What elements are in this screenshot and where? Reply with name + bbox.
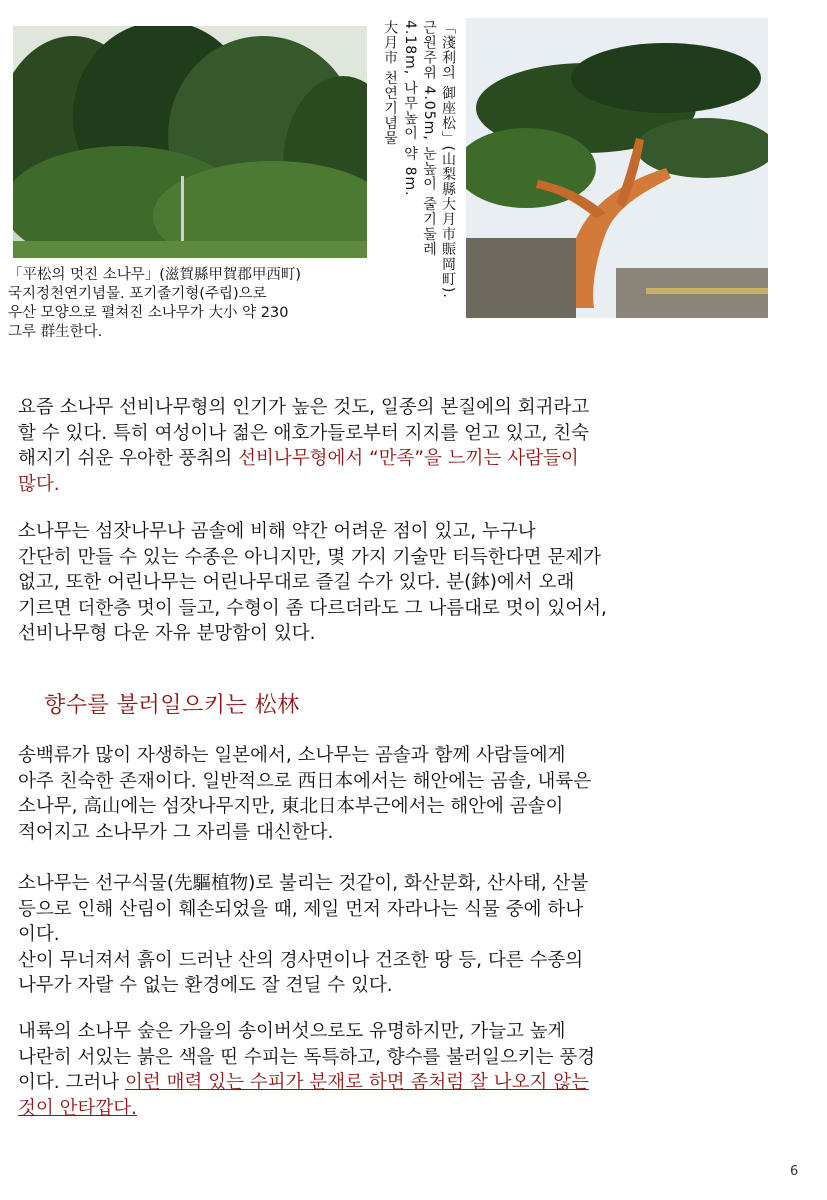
highlight-text: 이런 매력 있는 수피가 분재로 하면 좀처럼 잘 나오지 않는 — [125, 1072, 589, 1093]
paragraph-line — [18, 446, 808, 472]
plain-text: 해지기 쉬운 우아한 풍취의 — [18, 448, 239, 469]
paragraph-line: 기르면 더한층 멋이 들고, 수형이 좀 다르더라도 그 나름대로 멋이 있어서, — [18, 597, 607, 619]
paragraph-line: 아주 친숙한 존재이다. 일반적으로 西日本에서는 해안에는 곰솔, 내륙은 — [18, 770, 592, 792]
paragraph-line: 소나무는 선구식물(先驅植物)로 불리는 것같이, 화산분화, 산사태, 산불 — [18, 873, 589, 894]
paragraph-pioneer-plant — [18, 871, 808, 999]
paragraph-line: 나란히 서있는 붉은 색을 띤 수피는 독특하고, 향수를 불러일으키는 풍경 — [18, 1046, 596, 1068]
old-pine-photo — [466, 18, 768, 318]
paragraph-habitat — [18, 743, 808, 845]
paragraph-line: 송백류가 많이 자생하는 일본에서, 소나무는 곰솔과 함께 사람들에게 — [18, 745, 566, 766]
highlight-text: 많다. — [18, 473, 60, 495]
paragraph-bark — [18, 1019, 808, 1121]
paragraph-line: 등으로 인해 산림이 훼손되었을 때, 제일 먼저 자라나는 식물 중에 하나 — [18, 898, 584, 920]
paragraph-line: 소나무, 高山에는 섬잣나무지만, 東北日本부근에서는 해안에 곰솔이 — [18, 796, 564, 817]
paragraph-intro — [18, 395, 808, 497]
left-photo-caption — [8, 266, 408, 342]
right-caption-column: 「淺利의 御座松」(山梨縣大月市賑岡町). — [440, 20, 456, 299]
paragraph-line: 소나무는 섬잣나무나 곰솔에 비해 약간 어려운 점이 있고, 누구나 — [18, 521, 536, 542]
caption-line: 그루 群生한다. — [8, 324, 103, 340]
paragraph-line: 적어지고 소나무가 그 자리를 대신한다. — [18, 821, 334, 843]
paragraph-line — [18, 1070, 808, 1096]
caption-line: 국지정천연기념물. 포기줄기형(주립)으로 — [8, 286, 267, 302]
caption-line: 「平松의 멋진 소나무」(滋賀縣甲賀郡甲西町) — [8, 267, 302, 283]
paragraph-line: 선비나무형 다운 자유 분망함이 있다. — [18, 623, 316, 644]
paragraph-line: 없고, 또한 어린나무는 어린나무대로 즐길 수가 있다. 분(鉢)에서 오래 — [18, 572, 575, 593]
paragraph-line — [18, 1096, 808, 1122]
pine-forest-photo — [13, 26, 367, 258]
paragraph-line: 산이 무너져서 흙이 드러난 산의 경사면이나 건조한 땅 등, 다른 수종의 — [18, 949, 584, 971]
paragraph-line: 요즘 소나무 선비나무형의 인기가 높은 것도, 일종의 본질에의 회귀라고 — [18, 397, 590, 418]
paragraph-line: 간단히 만들 수 있는 수종은 아니지만, 몇 가지 기술만 터득한다면 문제가 — [18, 546, 601, 568]
right-caption-column: 근원주위 4.05m, 눈높이 줄기둘레 — [421, 20, 437, 257]
caption-line: 우산 모양으로 펼쳐진 소나무가 大小 약 230 — [8, 305, 289, 321]
paragraph-line: 내륙의 소나무 숲은 가을의 송이버섯으로도 유명하지만, 가늘고 높게 — [18, 1021, 566, 1042]
page-number: 6 — [790, 1164, 799, 1179]
paragraph-line: 이다. — [18, 924, 60, 945]
highlight-text: 것이 안타깝다. — [18, 1097, 137, 1119]
plain-text: 이다. 그러나 — [18, 1072, 125, 1093]
paragraph-line — [18, 472, 808, 498]
right-caption-column: 大月市 천연기념물 — [382, 20, 398, 146]
highlight-text: 선비나무형에서 “만족”을 느끼는 사람들이 — [238, 448, 579, 469]
right-caption-column: 4.18m, 나무높이 약 8m. — [402, 20, 418, 197]
paragraph-line: 할 수 있다. 특히 여성이나 젊은 애호가들로부터 지지를 얻고 있고, 친숙 — [18, 422, 589, 444]
section-heading: 향수를 불러일으키는 松林 — [44, 693, 300, 718]
paragraph-difficulty — [18, 519, 808, 647]
paragraph-line: 나무가 자랄 수 없는 환경에도 잘 견딜 수 있다. — [18, 975, 393, 996]
